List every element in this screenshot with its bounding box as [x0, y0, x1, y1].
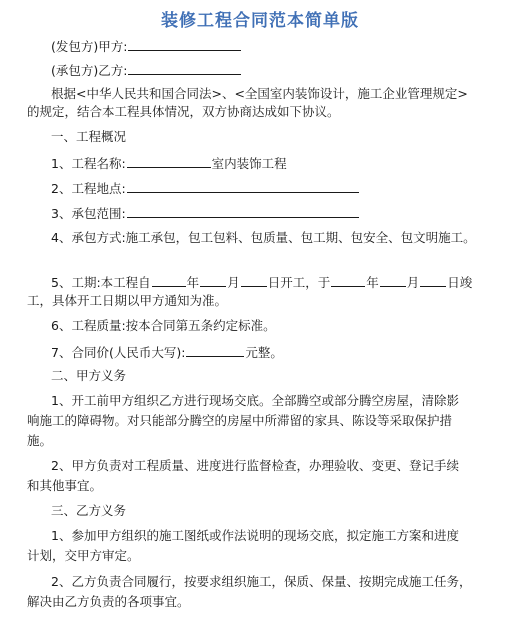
- item-3-blank[interactable]: [127, 204, 359, 218]
- document-title: 装修工程合同范本简单版: [161, 11, 359, 31]
- item-6-line: 6、工程质量:按本合同第五条约定标准。: [51, 318, 276, 333]
- item-4-line: 4、承包方式:施工承包，包工包料、包质量、包工期、包安全、包文明施工。: [51, 230, 476, 245]
- item-2-line: [51, 179, 360, 197]
- end-day-label: 日竣: [447, 275, 473, 290]
- party-b-duty-1-line-2: 计划，交甲方审定。: [27, 548, 140, 563]
- section-3-heading: 三、乙方义务: [51, 503, 127, 518]
- start-month-label: 月: [227, 275, 240, 290]
- start-year-label: 年: [186, 275, 200, 290]
- item-7-unit: 元整。: [245, 345, 283, 360]
- item-7-label: 7、合同价(人民币大写):: [51, 345, 186, 360]
- end-month-blank[interactable]: [380, 273, 406, 287]
- end-year-blank[interactable]: [331, 273, 365, 287]
- section-2-heading: 二、甲方义务: [51, 368, 127, 383]
- item-1-line: [51, 154, 287, 172]
- intro-line-2: 的规定，结合本工程具体情况，双方协商达成如下协议。: [27, 104, 340, 119]
- item-5-line: [51, 273, 472, 291]
- party-a-duty-1-line-3: 施。: [27, 433, 53, 448]
- party-a-duty-2-line-1: 2、甲方负责对工程质量、进度进行监督检查，办理验收、变更、登记手续: [51, 458, 459, 473]
- party-a-duty-1-line-1: 1、开工前甲方组织乙方进行现场交底。全部腾空或部分腾空房屋，清除影: [51, 393, 459, 408]
- item-7-line: [51, 343, 283, 361]
- contract-price-blank[interactable]: [186, 343, 244, 357]
- item-5-continuation: 工，具体开工日期以甲方通知为准。: [27, 293, 228, 308]
- item-2-blank[interactable]: [127, 179, 359, 193]
- party-b-blank[interactable]: [128, 61, 241, 75]
- party-a-line: [51, 37, 242, 55]
- party-a-duty-1-line-2: 响施工的障碍物。对只能部分腾空的房屋中所滞留的家具、陈设等采取保护措: [27, 413, 453, 428]
- start-month-blank[interactable]: [200, 273, 226, 287]
- end-month-label: 月: [406, 275, 420, 290]
- item-1-label: 1、工程名称:: [51, 156, 126, 171]
- item-1-blank[interactable]: [127, 154, 211, 168]
- party-b-line: [51, 61, 242, 79]
- item-3-line: [51, 204, 360, 222]
- party-a-duty-2-line-2: 和其他事宜。: [27, 478, 103, 493]
- party-b-duty-1-line-1: 1、参加甲方组织的施工图纸或作法说明的现场交底，拟定施工方案和进度: [51, 528, 459, 543]
- section-1-heading: 一、工程概况: [51, 129, 127, 144]
- start-year-blank[interactable]: [152, 273, 186, 287]
- start-day-blank[interactable]: [241, 273, 267, 287]
- item-1-value: 室内装饰工程: [211, 156, 287, 171]
- item-2-label: 2、工程地点:: [51, 181, 126, 196]
- party-a-label: (发包方)甲方:: [51, 39, 128, 54]
- item-5-prefix: 5、工期:本工程自: [51, 275, 151, 290]
- party-a-blank[interactable]: [128, 37, 241, 51]
- party-b-duty-2-line-2: 解决由乙方负责的各项事宜。: [27, 594, 190, 609]
- start-day-label: 日开工，于: [267, 275, 331, 290]
- end-year-label: 年: [366, 275, 379, 290]
- item-3-label: 3、承包范围:: [51, 206, 126, 221]
- intro-line-1: 根据<中华人民共和国合同法>、<全国室内装饰设计，施工企业管理规定>: [51, 86, 468, 101]
- party-b-label: (承包方)乙方:: [51, 63, 128, 78]
- end-day-blank[interactable]: [420, 273, 446, 287]
- party-b-duty-2-line-1: 2、乙方负责合同履行，按要求组织施工，保质、保量、按期完成施工任务，: [51, 574, 472, 589]
